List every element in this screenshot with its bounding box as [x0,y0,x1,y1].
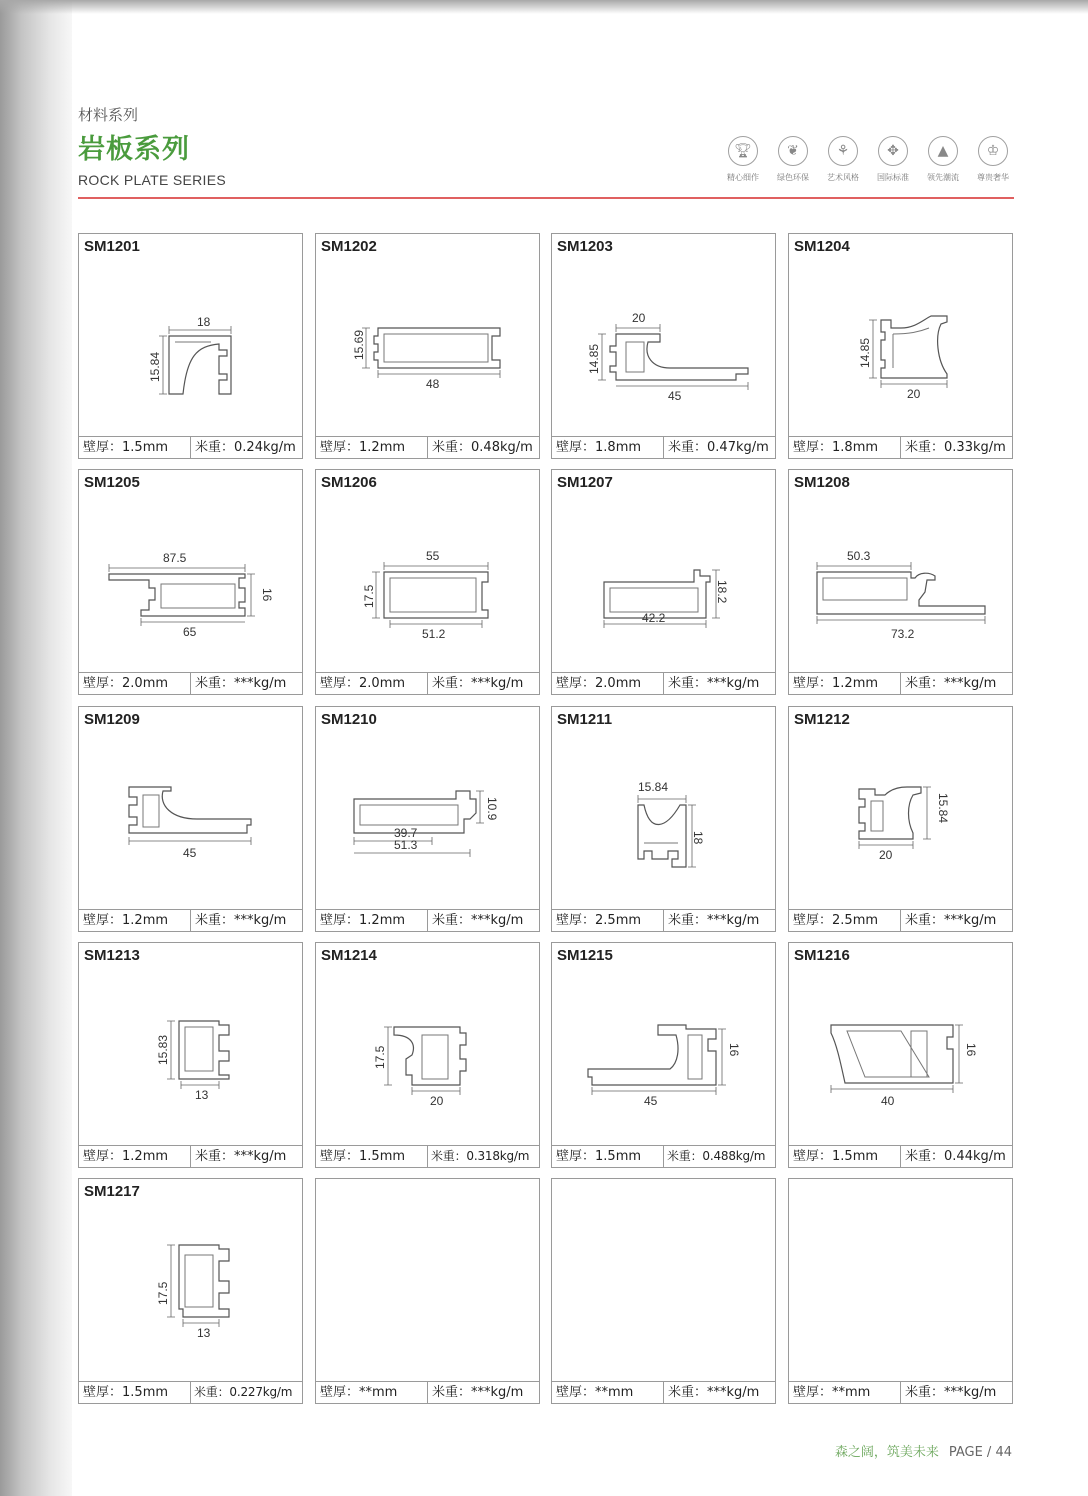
wall-thickness-label: 壁厚： [556,1385,596,1400]
product-code: SM1204 [794,238,850,255]
mountain-icon: ▲ [928,136,958,166]
profile-drawing [79,965,302,1145]
profile-drawing [316,729,539,909]
weight-label: 米重： [194,1385,230,1399]
product-card [551,1178,776,1404]
product-card [315,469,540,695]
product-card [788,706,1013,932]
spec-row [316,436,539,458]
book-spine-shadow [0,0,72,1496]
wall-thickness-label: 壁厚： [83,1149,123,1164]
product-card [551,469,776,695]
spec-row [552,909,775,931]
dim-label: 65 [183,625,197,639]
weight-value: ***kg/m [707,913,760,928]
profile-drawing [79,729,302,909]
wall-thickness-label: 壁厚： [793,913,833,928]
product-card [78,1178,303,1404]
weight-value: ***kg/m [234,1149,287,1164]
spec-row [552,436,775,458]
weight-label: 米重： [431,1149,467,1163]
page-number: PAGE / 44 [948,1445,1012,1460]
profile-drawing [789,256,1012,436]
weight-value: ***kg/m [707,676,760,691]
product-code: SM1208 [794,474,850,491]
profile-drawing [789,965,1012,1145]
wall-thickness-value: 1.5mm [595,1149,642,1164]
dim-label: 45 [644,1094,658,1108]
trophy-icon: 🏆︎ [728,136,758,166]
profile-drawing [789,492,1012,672]
wall-thickness-value: 1.2mm [832,676,879,691]
weight-label: 米重： [195,913,235,928]
wall-thickness-value: **mm [595,1385,634,1400]
product-code: SM1209 [84,711,140,728]
product-card [78,706,303,932]
crown-icon: ♔ [978,136,1008,166]
product-code: SM1212 [794,711,850,728]
badge [818,136,868,183]
profile-drawing [789,729,1012,909]
spec-row [79,1381,302,1403]
wall-thickness-value: 1.8mm [832,440,879,455]
weight-label: 米重： [432,913,472,928]
badge-label: 领先潮流 [927,173,959,182]
wall-thickness-label: 壁厚： [556,440,596,455]
wall-thickness-value: 1.2mm [122,1149,169,1164]
profile-drawing [316,492,539,672]
dim-label: 87.5 [163,551,187,565]
product-card [551,942,776,1168]
product-card [551,233,776,459]
profile-drawing [79,256,302,436]
weight-label: 米重： [667,1149,703,1163]
product-card [78,469,303,695]
wall-thickness-label: 壁厚： [83,913,123,928]
spec-row [316,909,539,931]
weight-value: 0.488kg/m [702,1149,766,1163]
weight-label: 米重： [905,1385,945,1400]
product-card [788,1178,1013,1404]
spec-row [789,1381,1012,1403]
wall-thickness-label: 壁厚： [83,1385,123,1400]
wall-thickness-value: 2.5mm [832,913,879,928]
profile-drawing [79,1201,302,1381]
wall-thickness-label: 壁厚： [556,1149,596,1164]
weight-value: 0.44kg/m [944,1149,1006,1164]
product-code: SM1203 [557,238,613,255]
badge [968,136,1018,183]
badge [768,136,818,183]
weight-value: 0.227kg/m [229,1385,293,1399]
wall-thickness-label: 壁厚： [320,1149,360,1164]
spec-row [789,436,1012,458]
dim-label: 20 [907,387,921,401]
product-card [788,469,1013,695]
dim-label: 20 [632,311,646,325]
dim-label: 18.2 [715,580,729,604]
wall-thickness-label: 壁厚： [793,1149,833,1164]
product-code: SM1213 [84,947,140,964]
spec-row [79,1145,302,1167]
product-code: SM1207 [557,474,613,491]
wall-thickness-value: 2.0mm [595,676,642,691]
dim-label: 16 [727,1043,741,1057]
dim-label: 45 [668,389,682,403]
weight-value: ***kg/m [944,1385,997,1400]
weight-label: 米重： [432,1385,472,1400]
wall-thickness-label: 壁厚： [320,440,360,455]
header-divider [78,197,1014,199]
wall-thickness-value: 1.5mm [832,1149,879,1164]
product-code: SM1216 [794,947,850,964]
badge [918,136,968,183]
weight-value: ***kg/m [471,1385,524,1400]
dim-label: 13 [197,1326,211,1340]
dim-label: 51.3 [394,838,418,852]
dim-label: 20 [430,1094,444,1108]
dim-label: 20 [879,848,893,862]
empty-drawing-area [789,1201,1012,1381]
dim-label: 15.84 [936,793,950,824]
profile-drawing [552,492,775,672]
dim-label: 51.2 [422,627,446,641]
spec-row [316,1145,539,1167]
product-card [315,1178,540,1404]
dim-label: 45 [183,846,197,860]
product-code: SM1215 [557,947,613,964]
dim-label: 14.85 [587,343,601,374]
dim-label: 42.2 [642,611,666,625]
product-card [788,233,1013,459]
wall-thickness-label: 壁厚： [320,1385,360,1400]
weight-label: 米重： [905,440,945,455]
dim-label: 15.69 [352,329,366,360]
wall-thickness-value: **mm [832,1385,871,1400]
wall-thickness-label: 壁厚： [793,1385,833,1400]
profile-drawing [552,256,775,436]
product-code: SM1210 [321,711,377,728]
spec-row [316,1381,539,1403]
product-code: SM1201 [84,238,140,255]
spec-row [789,672,1012,694]
badge-label: 精心细作 [727,173,759,182]
weight-value: 0.318kg/m [466,1149,530,1163]
wall-thickness-value: 2.5mm [595,913,642,928]
weight-label: 米重： [668,676,708,691]
wall-thickness-label: 壁厚： [83,440,123,455]
weight-label: 米重： [668,913,708,928]
weight-label: 米重： [668,1385,708,1400]
dim-label: 18 [197,315,211,329]
empty-drawing-area [552,1201,775,1381]
dim-label: 15.84 [638,780,669,794]
weight-label: 米重： [905,1149,945,1164]
product-card [315,942,540,1168]
dim-label: 48 [426,377,440,391]
badge-label: 艺术风格 [827,173,859,182]
wall-thickness-value: 1.2mm [359,913,406,928]
weight-value: ***kg/m [944,913,997,928]
weight-value: ***kg/m [471,676,524,691]
weight-value: ***kg/m [944,676,997,691]
dim-label: 55 [426,549,440,563]
dim-label: 39.7 [394,826,418,840]
dim-label: 16 [260,588,274,602]
category-label: 材料系列 [78,106,139,124]
badge [868,136,918,183]
weight-value: 0.47kg/m [707,440,769,455]
dim-label: 14.85 [858,337,872,368]
product-code: SM1202 [321,238,377,255]
wall-thickness-value: 1.5mm [122,440,169,455]
profile-drawing [552,729,775,909]
weight-label: 米重： [905,676,945,691]
wall-thickness-label: 壁厚： [320,913,360,928]
globe-icon: ✥ [878,136,908,166]
spec-row [79,672,302,694]
empty-drawing-area [316,1201,539,1381]
badge-label: 国际标准 [877,173,909,182]
weight-value: ***kg/m [471,913,524,928]
product-card [78,233,303,459]
weight-value: ***kg/m [707,1385,760,1400]
wall-thickness-value: 2.0mm [122,676,169,691]
product-card [315,233,540,459]
wall-thickness-value: 1.2mm [359,440,406,455]
weight-value: ***kg/m [234,913,287,928]
badge-label: 绿色环保 [777,173,809,182]
dim-label: 15.83 [156,1034,170,1065]
profile-drawing [552,965,775,1145]
dim-label: 10.9 [485,797,499,821]
dim-label: 17.5 [373,1045,387,1069]
product-card [551,706,776,932]
page-subtitle: ROCK PLATE SERIES [78,172,226,188]
weight-label: 米重： [195,676,235,691]
page-footer [835,1441,1012,1460]
profile-drawing [316,256,539,436]
spec-row [552,1381,775,1403]
wall-thickness-value: **mm [359,1385,398,1400]
wall-thickness-label: 壁厚： [556,913,596,928]
dim-label: 18 [691,831,705,845]
dim-label: 40 [881,1094,895,1108]
wall-thickness-value: 1.2mm [122,913,169,928]
spec-row [79,909,302,931]
dim-label: 16 [964,1043,978,1057]
badge [718,136,768,183]
dim-label: 17.5 [156,1281,170,1305]
spec-row [552,1145,775,1167]
weight-value: ***kg/m [234,676,287,691]
wall-thickness-value: 1.8mm [595,440,642,455]
dim-label: 73.2 [891,627,915,641]
weight-value: 0.24kg/m [234,440,296,455]
dim-label: 17.5 [362,584,376,608]
product-code: SM1206 [321,474,377,491]
weight-label: 米重： [668,440,708,455]
weight-value: 0.48kg/m [471,440,533,455]
weight-label: 米重： [195,1149,235,1164]
plant-icon: ⚘ [828,136,858,166]
weight-label: 米重： [432,440,472,455]
badge-label: 尊贵奢华 [977,173,1009,182]
wall-thickness-label: 壁厚： [83,676,123,691]
wall-thickness-value: 2.0mm [359,676,406,691]
page-title: 岩板系列 [78,134,190,165]
weight-label: 米重： [195,440,235,455]
feature-badges [718,136,1018,183]
profile-drawing [316,965,539,1145]
dim-label: 50.3 [847,549,871,563]
spec-row [789,1145,1012,1167]
leaf-tree-icon: ❦ [778,136,808,166]
spec-row [316,672,539,694]
page-top-shadow [0,0,1088,14]
wall-thickness-value: 1.5mm [359,1149,406,1164]
spec-row [79,436,302,458]
wall-thickness-label: 壁厚： [556,676,596,691]
profile-drawing [79,492,302,672]
product-card [788,942,1013,1168]
dim-label: 15.84 [148,351,162,382]
dim-label: 13 [195,1088,209,1102]
weight-label: 米重： [432,676,472,691]
weight-value: 0.33kg/m [944,440,1006,455]
product-card [315,706,540,932]
wall-thickness-label: 壁厚： [320,676,360,691]
wall-thickness-value: 1.5mm [122,1385,169,1400]
product-card [78,942,303,1168]
wall-thickness-label: 壁厚： [793,440,833,455]
product-code: SM1211 [557,711,613,728]
spec-row [552,672,775,694]
product-code: SM1214 [321,947,377,964]
wall-thickness-label: 壁厚： [793,676,833,691]
product-code: SM1217 [84,1183,140,1200]
footer-slogan: 森之阔，筑美未来 [834,1445,939,1460]
product-code: SM1205 [84,474,140,491]
weight-label: 米重： [905,913,945,928]
spec-row [789,909,1012,931]
